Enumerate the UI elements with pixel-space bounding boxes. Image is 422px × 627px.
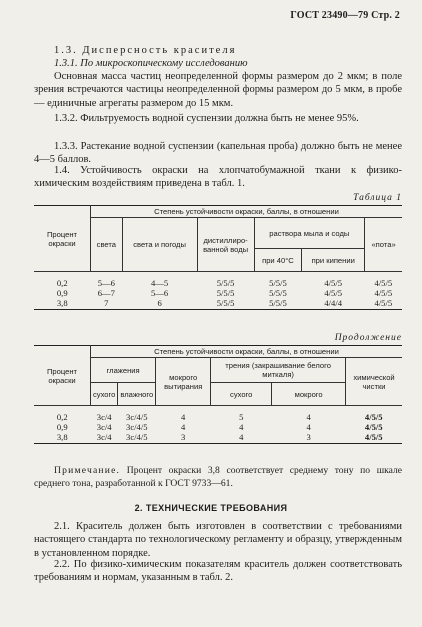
note-text: Процент окраски 3,8 соответствует среднему тону по шкале среднего тона, разработанной к ГОСТ 9733—61. bbox=[34, 465, 402, 489]
t1-group-header: Степень устойчивости окраски, баллы, в отношении bbox=[91, 206, 403, 218]
section-1-3-title: 1.3. Дисперсность красителя bbox=[54, 45, 237, 56]
t1c-cell: 3с/4/5 bbox=[126, 432, 148, 443]
table-1 bbox=[34, 205, 402, 310]
t1-cell: 0,9 bbox=[56, 288, 68, 299]
t1c-cell: 0,2 bbox=[56, 412, 68, 422]
t1-cell: 5/5/5 bbox=[269, 288, 287, 299]
note-head: Примечание. bbox=[54, 465, 121, 476]
t1c-cell: 3с/4 bbox=[96, 422, 112, 433]
t1-cell: 4/5/5 bbox=[324, 288, 343, 299]
t1-cell: 5/5/5 bbox=[216, 288, 235, 299]
table-row bbox=[34, 432, 402, 443]
t1-cell: 4/4/4 bbox=[324, 298, 343, 309]
t1c-col-ironing: глажения bbox=[91, 358, 156, 383]
section-1-3-3: 1.3.3. Растекание водной суспензии (капельная проба) должно быть не менее 4—5 баллов. bbox=[34, 141, 402, 166]
t1c-cell: 3с/4 bbox=[96, 432, 112, 443]
t1c-cell: 4 bbox=[306, 422, 311, 433]
t1c-col-rub-group: трения (закрашивание белого миткаля) bbox=[211, 358, 346, 383]
t1c-cell: 5 bbox=[239, 412, 244, 422]
t1-cell: 5—6 bbox=[151, 288, 169, 299]
t1-col-light-weather: света и погоды bbox=[122, 218, 197, 272]
t1c-col-rub-dry: сухого bbox=[211, 383, 272, 406]
table-1-continuation bbox=[34, 345, 402, 444]
t1c-cell: 4 bbox=[306, 412, 311, 422]
table-row bbox=[34, 406, 402, 423]
t1c-cell: 4/5/5 bbox=[364, 412, 383, 422]
t1c-cell: 4/5/5 bbox=[364, 432, 383, 443]
t1-col-soap-boil: при кипении bbox=[302, 249, 365, 272]
t1c-col-wet-rub: мокрого вытирания bbox=[156, 358, 211, 406]
t1c-cell: 3 bbox=[181, 432, 186, 443]
table-row bbox=[34, 288, 402, 298]
t1-cell: 5/5/5 bbox=[216, 298, 235, 309]
t1-col-soap-40: при 40°С bbox=[254, 249, 302, 272]
table-row bbox=[34, 298, 402, 309]
t1c-cell: 0,9 bbox=[56, 422, 68, 433]
t1c-cell: 4 bbox=[181, 422, 186, 433]
t1-col-soap-group: раствора мыла и соды bbox=[254, 218, 365, 249]
t1c-cell: 3с/4/5 bbox=[126, 422, 148, 433]
t1c-col-ironing-dry: сухого bbox=[91, 383, 118, 406]
table1-caption: Таблица 1 bbox=[353, 193, 402, 203]
t1-cell: 5—6 bbox=[97, 278, 115, 288]
section-2-2: 2.2. По физико-химическим показателям краситель должен соответствовать требованиям и нормам, указанным в табл. 2. bbox=[34, 559, 402, 584]
t1-cell: 5/5/5 bbox=[269, 278, 287, 288]
section-1-3-1-text: Основная масса частиц неопределенной формы размером до 2 мкм; в поле зрения встречаются частицы неопределенной формы размером до 5 мкм, в пробе — единичные агрегаты размером до 15 мкм. bbox=[34, 71, 402, 109]
t1c-cell: 4/5/5 bbox=[364, 422, 383, 433]
t1-col-light: света bbox=[91, 218, 123, 272]
t1-col-distilled: дистиллиро-ванной воды bbox=[197, 218, 254, 272]
t1c-col-rub-wet: мокрого bbox=[272, 383, 346, 406]
t1-cell: 4/5/5 bbox=[374, 278, 393, 288]
t1c-cell: 4 bbox=[239, 432, 244, 443]
t1-col-percent: Процент окраски bbox=[34, 206, 91, 272]
t1-cell: 4/5/5 bbox=[374, 288, 393, 299]
t1c-col-percent: Процент окраски bbox=[34, 346, 91, 406]
page-header: ГОСТ 23490—79 Стр. 2 bbox=[290, 10, 400, 21]
t1-cell: 5/5/5 bbox=[216, 278, 235, 288]
t1c-cell: 3с/4/5 bbox=[126, 412, 148, 422]
t1c-cell: 4 bbox=[181, 412, 186, 422]
section-1-3-1-title: 1.3.1. По микроскопическому исследованию bbox=[54, 58, 248, 69]
table-row bbox=[34, 422, 402, 432]
t1-cell: 5/5/5 bbox=[269, 298, 287, 309]
t1c-col-ironing-wet: влажного bbox=[118, 383, 156, 406]
t1-cell: 4—5 bbox=[151, 278, 169, 288]
t1-col-sweat: «пота» bbox=[365, 218, 402, 272]
t1-cell: 7 bbox=[104, 298, 109, 309]
t1c-col-chem: химической чистки bbox=[346, 358, 403, 406]
t1-cell: 4/5/5 bbox=[324, 278, 343, 288]
t1c-cell: 3с/4 bbox=[96, 412, 112, 422]
section-2-1: 2.1. Краситель должен быть изготовлен в соответствии с требованиями настоящего стандарта по технологическому регламенту и образцу, утвержденным в установленном порядке. bbox=[34, 521, 402, 559]
section-2-title: 2. ТЕХНИЧЕСКИЕ ТРЕБОВАНИЯ bbox=[134, 503, 288, 513]
t1-cell: 0,2 bbox=[56, 278, 68, 288]
t1-cell: 6 bbox=[157, 298, 162, 309]
table1-continuation-caption: Продолжение bbox=[334, 333, 402, 343]
t1c-cell: 3,8 bbox=[56, 432, 68, 443]
section-1-4: 1.4. Устойчивость окраски на хлопчатобумажной ткани к физико-химическим воздействиям приведена в табл. 1. bbox=[34, 165, 402, 190]
t1c-cell: 4 bbox=[239, 422, 244, 433]
t1-cell: 4/5/5 bbox=[374, 298, 393, 309]
t1-cell: 3,8 bbox=[56, 298, 68, 309]
t1-cell: 6—7 bbox=[97, 288, 115, 299]
t1c-group-header: Степень устойчивости окраски, баллы, в отношении bbox=[91, 346, 403, 358]
section-1-3-2: 1.3.2. Фильтруемость водной суспензии должна быть не менее 95%. bbox=[54, 113, 359, 124]
table-note bbox=[34, 465, 402, 490]
t1c-cell: 3 bbox=[306, 432, 311, 443]
table-row bbox=[34, 272, 402, 289]
